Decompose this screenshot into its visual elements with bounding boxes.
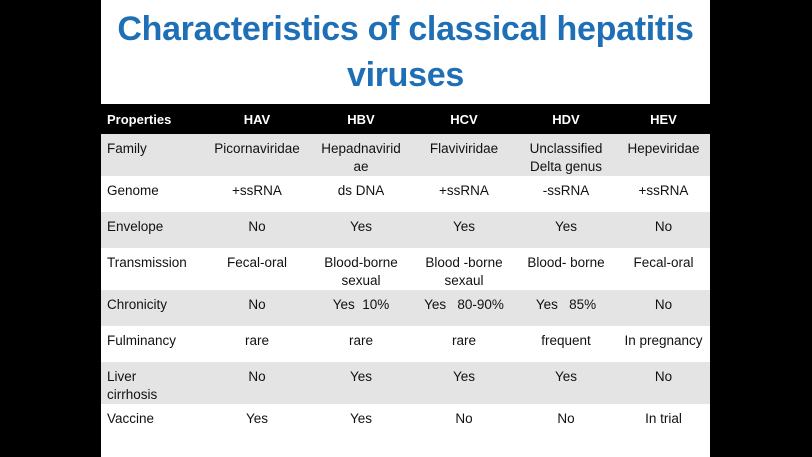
cell-line: In trial <box>645 411 682 426</box>
table-cell <box>617 362 710 404</box>
row-label <box>101 362 205 404</box>
header-hdv: HDV <box>515 104 617 134</box>
table-cell <box>617 326 710 362</box>
cell-line: sexaul <box>444 273 484 288</box>
table-row <box>101 248 710 290</box>
table-cell <box>515 212 617 248</box>
cell-line: No <box>557 411 575 426</box>
cell-line: Fecal-oral <box>633 255 694 270</box>
cell-line: Blood-borne <box>324 255 398 270</box>
table-cell <box>515 362 617 404</box>
table-cell <box>617 212 710 248</box>
table-cell <box>309 326 413 362</box>
cell-line: Yes <box>554 369 578 384</box>
header-hev: HEV <box>617 104 710 134</box>
cell-line: No <box>248 369 266 384</box>
table-cell <box>617 134 710 176</box>
cell-line: Delta genus <box>529 159 603 174</box>
cell-line: Picornaviridae <box>214 141 300 156</box>
table-cell <box>515 290 617 326</box>
row-label: Genome <box>101 176 205 212</box>
header-row <box>101 104 710 134</box>
table-row <box>101 134 710 176</box>
cell-line: Blood- borne <box>527 255 605 270</box>
header-hcv: HCV <box>413 104 515 134</box>
row-label: Family <box>101 134 205 176</box>
row-label-line: Liver <box>107 369 137 384</box>
table-cell <box>205 248 309 290</box>
cell-line: sexual <box>341 273 381 288</box>
table-cell <box>309 212 413 248</box>
header-hav: HAV <box>205 104 309 134</box>
cell-line: Fecal-oral <box>226 255 288 270</box>
table-cell <box>617 404 710 440</box>
row-label: Fulminancy <box>101 326 205 362</box>
cell-line: No <box>654 297 673 312</box>
cell-line: rare <box>244 333 269 348</box>
table-cell <box>309 290 413 326</box>
slide-title-line-1: Characteristics of classical hepatitis <box>117 10 694 48</box>
table-cell <box>515 248 617 290</box>
table-cell <box>205 134 309 176</box>
table-cell <box>309 134 413 176</box>
cell-line: No <box>654 369 673 384</box>
table-row <box>101 290 710 326</box>
cell-line: No <box>654 219 673 234</box>
cell-line: +ssRNA <box>439 183 489 198</box>
table-cell <box>413 290 515 326</box>
table-row <box>101 326 710 362</box>
table-cell <box>515 176 617 212</box>
table-cell <box>413 176 515 212</box>
cell-line: rare <box>348 333 373 348</box>
slide-title <box>101 6 710 98</box>
table-row <box>101 212 710 248</box>
row-label-line: cirrhosis <box>107 387 158 402</box>
cell-line: Yes <box>554 219 578 234</box>
cell-line: +ssRNA <box>232 183 282 198</box>
table-cell <box>205 290 309 326</box>
table-cell <box>515 134 617 176</box>
table-cell <box>205 326 309 362</box>
cell-line: Unclassified <box>529 141 603 156</box>
row-label: Vaccine <box>101 404 205 440</box>
table-cell <box>617 176 710 212</box>
hepatitis-table <box>101 104 710 440</box>
cell-line: Yes 80-90% <box>424 297 504 312</box>
cell-line: Hepeviridae <box>627 141 700 156</box>
table-row <box>101 404 710 440</box>
table-row <box>101 176 710 212</box>
table-cell <box>309 404 413 440</box>
cell-line: frequent <box>541 333 591 348</box>
table-cell <box>413 248 515 290</box>
cell-line: ds DNA <box>337 183 385 198</box>
table-cell <box>309 248 413 290</box>
table-row <box>101 362 710 404</box>
cell-line: No <box>248 297 266 312</box>
cell-line: rare <box>451 333 476 348</box>
cell-line: Yes <box>452 219 476 234</box>
cell-line: Yes 10% <box>332 297 390 312</box>
table-cell <box>617 290 710 326</box>
table-cell <box>309 176 413 212</box>
table-cell <box>205 212 309 248</box>
row-label: Transmission <box>101 248 205 290</box>
table-cell <box>413 404 515 440</box>
cell-line: Yes 85% <box>535 297 597 312</box>
cell-line: ae <box>353 159 369 174</box>
table-cell <box>515 326 617 362</box>
row-label: Envelope <box>101 212 205 248</box>
table-cell <box>617 248 710 290</box>
slide <box>101 0 710 457</box>
row-label: Chronicity <box>101 290 205 326</box>
cell-line: Yes <box>349 369 373 384</box>
table-cell <box>205 404 309 440</box>
cell-line: Blood -borne <box>425 255 503 270</box>
cell-line: +ssRNA <box>638 183 689 198</box>
cell-line: No <box>248 219 266 234</box>
table-cell <box>515 404 617 440</box>
cell-line: No <box>455 411 473 426</box>
table-cell <box>413 212 515 248</box>
table-cell <box>413 362 515 404</box>
table-cell <box>205 176 309 212</box>
table-cell <box>413 326 515 362</box>
header-properties: Properties <box>101 104 205 134</box>
header-hbv: HBV <box>309 104 413 134</box>
cell-line: Flaviviridae <box>429 141 499 156</box>
cell-line: Yes <box>452 369 476 384</box>
cell-line: Yes <box>245 411 269 426</box>
table-cell <box>413 134 515 176</box>
table-cell <box>309 362 413 404</box>
slide-title-line-2: viruses <box>347 56 464 94</box>
cell-line: Hepadnavirid <box>321 141 401 156</box>
cell-line: Yes <box>349 411 373 426</box>
cell-line: Yes <box>349 219 373 234</box>
cell-line: -ssRNA <box>542 183 590 198</box>
table-cell <box>205 362 309 404</box>
cell-line: In pregnancy <box>624 333 703 348</box>
